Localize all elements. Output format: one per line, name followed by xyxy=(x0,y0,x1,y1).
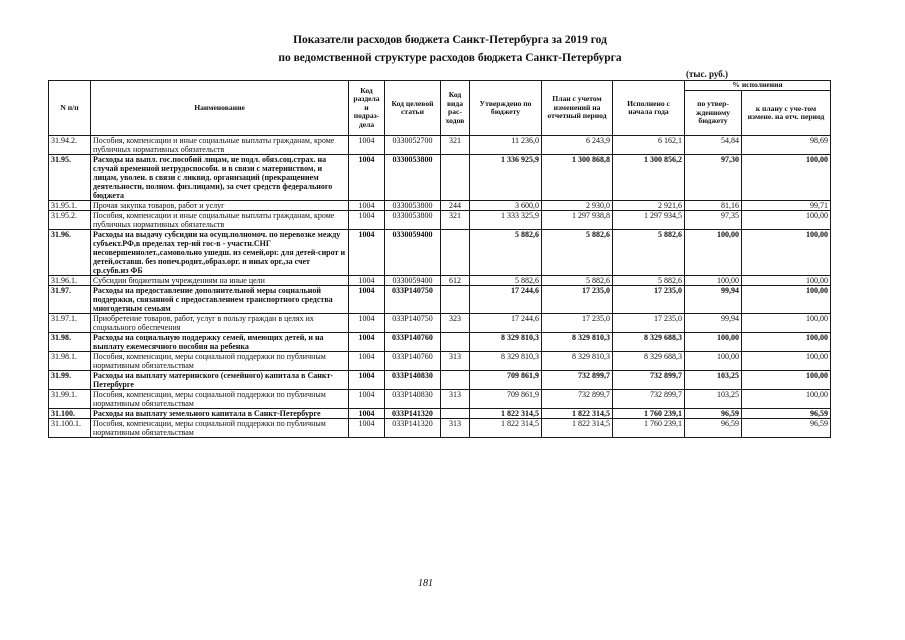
row-section-code: 1004 xyxy=(349,419,385,438)
row-type-code xyxy=(441,333,470,352)
row-pct-budget: 97,30 xyxy=(685,155,742,201)
header-pct-plan: к плану с уче-том измене. на отч. период xyxy=(742,91,831,136)
row-name: Расходы на выплату материнского (семейного) капитала в Санкт-Петербурге xyxy=(91,371,349,390)
row-pct-budget: 99,94 xyxy=(685,286,742,314)
row-plan: 1 822 314,5 xyxy=(542,419,613,438)
row-approved: 3 600,0 xyxy=(470,201,542,211)
row-executed: 17 235,0 xyxy=(613,286,685,314)
table-row xyxy=(49,352,831,371)
header-target: Код целевой статьи xyxy=(385,81,441,136)
row-approved: 17 244,6 xyxy=(470,314,542,333)
row-plan: 1 300 868,8 xyxy=(542,155,613,201)
row-executed: 8 329 688,3 xyxy=(613,333,685,352)
row-section-code: 1004 xyxy=(349,314,385,333)
row-executed: 1 760 239,1 xyxy=(613,409,685,419)
row-num: 31.94.2. xyxy=(49,136,91,155)
row-target-code: 0330059400 xyxy=(385,230,441,276)
row-executed: 1 300 856,2 xyxy=(613,155,685,201)
row-executed: 5 882,6 xyxy=(613,276,685,286)
document-subtitle: по ведомственной структуре расходов бюджета Санкт-Петербурга xyxy=(278,52,622,64)
table-body xyxy=(49,136,831,438)
row-executed: 5 882,6 xyxy=(613,230,685,276)
row-pct-budget: 96,59 xyxy=(685,419,742,438)
row-plan: 1 297 938,8 xyxy=(542,211,613,230)
row-plan: 5 882,6 xyxy=(542,230,613,276)
row-pct-plan: 100,00 xyxy=(742,352,831,371)
table-row xyxy=(49,201,831,211)
row-plan: 732 899,7 xyxy=(542,371,613,390)
row-type-code: 612 xyxy=(441,276,470,286)
row-section-code: 1004 xyxy=(349,409,385,419)
row-section-code: 1004 xyxy=(349,286,385,314)
header-section: Код раздела и подраз-дела xyxy=(349,81,385,136)
row-approved: 17 244,6 xyxy=(470,286,542,314)
row-approved: 709 861,9 xyxy=(470,390,542,409)
row-pct-plan: 100,00 xyxy=(742,286,831,314)
row-executed: 1 760 239,1 xyxy=(613,419,685,438)
header-type: Код вида рас-ходов xyxy=(441,81,470,136)
row-name: Расходы на социальную поддержку семей, имеющих детей, и на выплату ежемесячного пособия на ребенка xyxy=(91,333,349,352)
row-pct-plan: 100,00 xyxy=(742,371,831,390)
row-name: Приобретение товаров, работ, услуг в пользу граждан в целях их социального обеспечения xyxy=(91,314,349,333)
row-executed: 2 921,6 xyxy=(613,201,685,211)
row-section-code: 1004 xyxy=(349,136,385,155)
row-section-code: 1004 xyxy=(349,390,385,409)
row-pct-plan: 98,69 xyxy=(742,136,831,155)
row-target-code: 0330053800 xyxy=(385,211,441,230)
row-type-code: 244 xyxy=(441,201,470,211)
row-pct-budget: 100,00 xyxy=(685,352,742,371)
table-row xyxy=(49,409,831,419)
row-target-code: 033P141320 xyxy=(385,409,441,419)
row-pct-budget: 81,16 xyxy=(685,201,742,211)
row-num: 31.98.1. xyxy=(49,352,91,371)
row-approved: 709 861,9 xyxy=(470,371,542,390)
row-type-code xyxy=(441,286,470,314)
header-num: N п/п xyxy=(49,81,91,136)
row-section-code: 1004 xyxy=(349,371,385,390)
row-pct-plan: 100,00 xyxy=(742,276,831,286)
row-executed: 732 899,7 xyxy=(613,390,685,409)
table-header xyxy=(49,81,831,136)
row-type-code: 321 xyxy=(441,211,470,230)
row-approved: 11 236,0 xyxy=(470,136,542,155)
row-pct-plan: 100,00 xyxy=(742,230,831,276)
row-name: Пособия, компенсации и иные социальные выплаты гражданам, кроме публичных нормативных обязательств xyxy=(91,211,349,230)
row-target-code: 0330052700 xyxy=(385,136,441,155)
row-target-code: 033P140750 xyxy=(385,314,441,333)
row-target-code: 033P140830 xyxy=(385,371,441,390)
row-executed: 732 899,7 xyxy=(613,371,685,390)
row-pct-budget: 100,00 xyxy=(685,230,742,276)
row-name: Прочая закупка товаров, работ и услуг xyxy=(91,201,349,211)
row-section-code: 1004 xyxy=(349,230,385,276)
row-section-code: 1004 xyxy=(349,276,385,286)
row-pct-plan: 100,00 xyxy=(742,155,831,201)
row-section-code: 1004 xyxy=(349,333,385,352)
row-plan: 1 822 314,5 xyxy=(542,409,613,419)
row-approved: 1 822 314,5 xyxy=(470,409,542,419)
row-pct-budget: 103,25 xyxy=(685,371,742,390)
row-plan: 6 243,9 xyxy=(542,136,613,155)
table-row xyxy=(49,286,831,314)
header-executed: Исполнено с начала года xyxy=(613,81,685,136)
row-type-code xyxy=(441,409,470,419)
row-pct-budget: 99,94 xyxy=(685,314,742,333)
row-pct-plan: 100,00 xyxy=(742,211,831,230)
row-name: Расходы на выпл. гос.пособий лицам, не подл. обяз.соц.страх. на случай временной нетрудоспособн. и в связи с материнством, и лицам, уволен. в связи с ликвид. организаций (прекращением деятельности, полном. физ.лицами), за счет средств федерального бюджета xyxy=(91,155,349,201)
row-num: 31.95. xyxy=(49,155,91,201)
header-pct-budget: по утвер-жденному бюджету xyxy=(685,91,742,136)
header-plan: План с учетом изменений на отчетный период xyxy=(542,81,613,136)
row-num: 31.100. xyxy=(49,409,91,419)
row-target-code: 0330053800 xyxy=(385,201,441,211)
row-num: 31.99. xyxy=(49,371,91,390)
row-approved: 5 882,6 xyxy=(470,230,542,276)
row-num: 31.97. xyxy=(49,286,91,314)
row-approved: 1 822 314,5 xyxy=(470,419,542,438)
row-approved: 8 329 810,3 xyxy=(470,333,542,352)
row-plan: 8 329 810,3 xyxy=(542,352,613,371)
row-num: 31.98. xyxy=(49,333,91,352)
header-approved: Утверждено по бюджету xyxy=(470,81,542,136)
table-row xyxy=(49,155,831,201)
row-plan: 732 899,7 xyxy=(542,390,613,409)
row-pct-plan: 96,59 xyxy=(742,409,831,419)
row-type-code: 323 xyxy=(441,314,470,333)
table-row xyxy=(49,136,831,155)
row-pct-plan: 96,59 xyxy=(742,419,831,438)
row-executed: 6 162,1 xyxy=(613,136,685,155)
row-executed: 1 297 934,5 xyxy=(613,211,685,230)
row-approved: 8 329 810,3 xyxy=(470,352,542,371)
table-row xyxy=(49,371,831,390)
row-section-code: 1004 xyxy=(349,211,385,230)
row-pct-plan: 100,00 xyxy=(742,314,831,333)
row-plan: 8 329 810,3 xyxy=(542,333,613,352)
row-target-code: 0330059400 xyxy=(385,276,441,286)
page-number: 181 xyxy=(418,578,433,589)
row-type-code xyxy=(441,155,470,201)
table-row xyxy=(49,230,831,276)
row-type-code: 313 xyxy=(441,390,470,409)
table-row xyxy=(49,390,831,409)
row-num: 31.96. xyxy=(49,230,91,276)
row-pct-budget: 100,00 xyxy=(685,333,742,352)
row-num: 31.100.1. xyxy=(49,419,91,438)
row-name: Расходы на выплату земельного капитала в Санкт-Петербурге xyxy=(91,409,349,419)
row-name: Пособия, компенсации, меры социальной поддержки по публичным нормативным обязательствам xyxy=(91,419,349,438)
row-section-code: 1004 xyxy=(349,155,385,201)
row-pct-plan: 100,00 xyxy=(742,390,831,409)
row-section-code: 1004 xyxy=(349,352,385,371)
row-type-code xyxy=(441,230,470,276)
table-row xyxy=(49,333,831,352)
row-target-code: 033P140760 xyxy=(385,333,441,352)
row-plan: 5 882,6 xyxy=(542,276,613,286)
table-row xyxy=(49,276,831,286)
row-plan: 17 235,0 xyxy=(542,286,613,314)
row-name: Пособия, компенсации и иные социальные выплаты гражданам, кроме публичных нормативных обязательств xyxy=(91,136,349,155)
row-target-code: 033P140760 xyxy=(385,352,441,371)
units-label: (тыс. руб.) xyxy=(686,69,728,79)
row-num: 31.95.1. xyxy=(49,201,91,211)
row-pct-budget: 54,84 xyxy=(685,136,742,155)
table-row xyxy=(49,419,831,438)
row-type-code: 321 xyxy=(441,136,470,155)
row-target-code: 033P140750 xyxy=(385,286,441,314)
row-pct-budget: 96,59 xyxy=(685,409,742,419)
row-pct-budget: 97,35 xyxy=(685,211,742,230)
row-pct-plan: 100,00 xyxy=(742,333,831,352)
row-executed: 17 235,0 xyxy=(613,314,685,333)
row-pct-budget: 103,25 xyxy=(685,390,742,409)
row-target-code: 0330053800 xyxy=(385,155,441,201)
row-num: 31.99.1. xyxy=(49,390,91,409)
budget-table xyxy=(48,80,831,438)
row-approved: 1 333 325,9 xyxy=(470,211,542,230)
row-name: Расходы на выдачу субсидии на осущ.полномоч. по перевозке между субъект.РФ,в пределах тер-ий гос-в - участн.СНГ несовершеннолет.,самовольно ушедш. из семей,орг. для детей-сирот и детей,оставш. без попеч.родит.,образ.орг. и иных орг.,за счет ср.субв.из ФБ xyxy=(91,230,349,276)
row-section-code: 1004 xyxy=(349,201,385,211)
row-type-code xyxy=(441,371,470,390)
document-title: Показатели расходов бюджета Санкт-Петербурга за 2019 год xyxy=(293,34,607,46)
row-approved: 5 882,6 xyxy=(470,276,542,286)
row-executed: 8 329 688,3 xyxy=(613,352,685,371)
row-plan: 2 930,0 xyxy=(542,201,613,211)
row-name: Расходы на предоставление дополнительной меры социальной поддержки, связанной с предоставлением транспортного средства многодетным семьям xyxy=(91,286,349,314)
row-name: Пособия, компенсации, меры социальной поддержки по публичным нормативным обязательствам xyxy=(91,352,349,371)
row-type-code: 313 xyxy=(441,419,470,438)
row-approved: 1 336 925,9 xyxy=(470,155,542,201)
row-num: 31.95.2. xyxy=(49,211,91,230)
header-name: Наименование xyxy=(91,81,349,136)
table-row xyxy=(49,211,831,230)
row-num: 31.97.1. xyxy=(49,314,91,333)
row-target-code: 033P140830 xyxy=(385,390,441,409)
row-target-code: 033P141320 xyxy=(385,419,441,438)
row-pct-budget: 100,00 xyxy=(685,276,742,286)
row-num: 31.96.1. xyxy=(49,276,91,286)
row-plan: 17 235,0 xyxy=(542,314,613,333)
table-row xyxy=(49,314,831,333)
row-pct-plan: 99,71 xyxy=(742,201,831,211)
row-type-code: 313 xyxy=(441,352,470,371)
header-pct-group: % исполнения xyxy=(685,81,831,91)
row-name: Субсидии бюджетным учреждениям на иные цели xyxy=(91,276,349,286)
row-name: Пособия, компенсации, меры социальной поддержки по публичным нормативным обязательствам xyxy=(91,390,349,409)
